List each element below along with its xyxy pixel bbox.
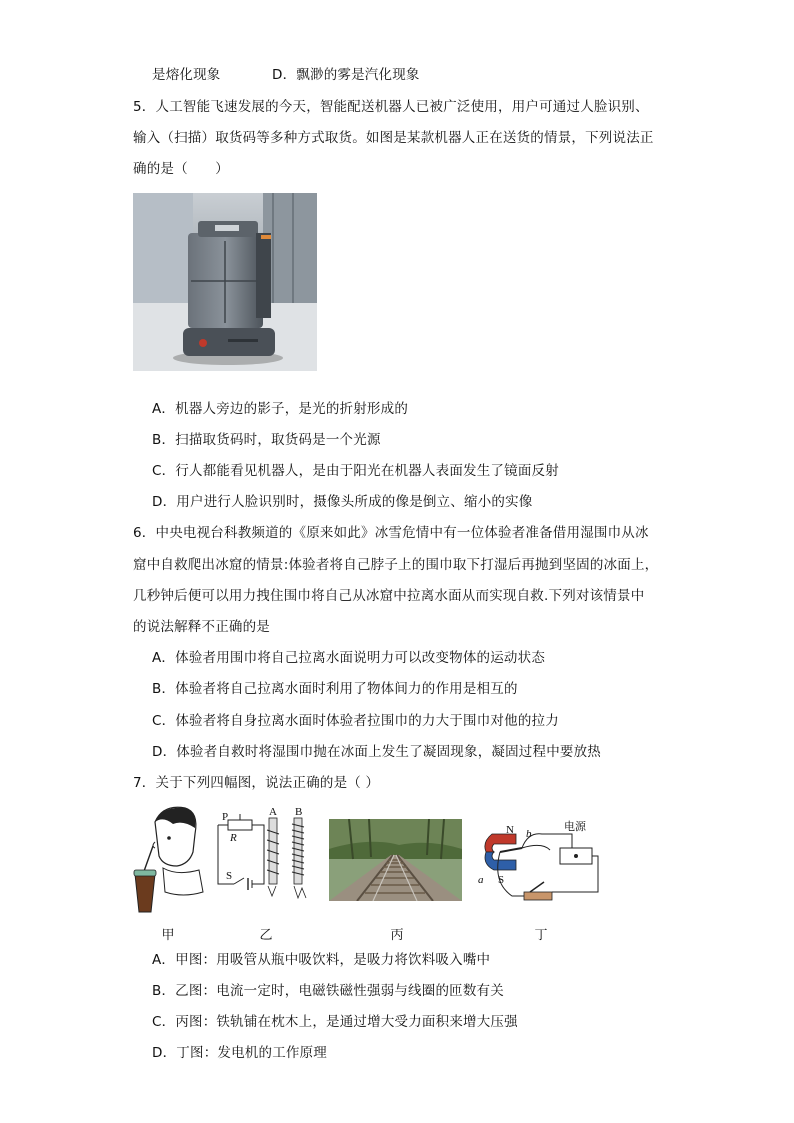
q6-option-c: C．体验者将自身拉离水面时体验者拉围巾的力大于围巾对他的拉力 (152, 713, 559, 729)
q7-stem: 7．关于下列四幅图，说法正确的是（ ） (133, 775, 380, 791)
figure-yi-electromagnet (214, 808, 318, 904)
q7-option-d: D．丁图：发电机的工作原理 (152, 1045, 327, 1061)
figure-ding-magnet-circuit (472, 812, 602, 908)
robot-photo (133, 193, 317, 371)
caption-bing: 丙 (390, 928, 404, 943)
label-p: P (222, 811, 229, 823)
label-r: R (230, 832, 237, 844)
q6-stem-line-4: 的说法解释不正确的是 (133, 619, 270, 635)
q7-option-b: B．乙图：电流一定时，电磁铁磁性强弱与线圈的匝数有关 (152, 983, 504, 999)
label-s: S (226, 870, 233, 882)
q6-stem-line-2: 窟中自救爬出冰窟的情景:体验者将自己脖子上的围巾取下打湿后再抛到坚固的冰面上， (133, 557, 659, 573)
q5-option-c: C．行人都能看见机器人，是由于阳光在机器人表面发生了镜面反射 (152, 463, 559, 479)
caption-yi: 乙 (259, 928, 273, 943)
q5-stem-line-2: 输入（扫描）取货码等多种方式取货。如图是某款机器人正在送货的情景，下列说法正 (133, 130, 654, 146)
q7-option-a: A．甲图：用吸管从瓶中吸饮料，是吸力将饮料吸入嘴中 (152, 952, 491, 968)
q6-option-b: B．体验者将自己拉离水面时利用了物体间力的作用是相互的 (152, 681, 518, 697)
label-b: B (295, 808, 303, 818)
q6-stem-line-1: 6．中央电视台科教频道的《原来如此》冰雪危情中有一位体验者准备借用湿围巾从冰 (133, 525, 649, 541)
q7-option-c: C．丙图：铁轨铺在枕木上，是通过增大受力面积来增大压强 (152, 1014, 518, 1030)
q5-option-b: B．扫描取货码时，取货码是一个光源 (152, 432, 381, 448)
q6-stem-line-3: 几秒钟后便可以用力拽住围巾将自己从冰窟中拉离水面从而实现自救.下列对该情景中 (133, 588, 645, 604)
label-n: N (506, 824, 514, 836)
figure-bing-railway-photo (329, 819, 462, 901)
label-s-magnet: S (498, 874, 505, 886)
figure-jia-straw-drink (133, 802, 205, 914)
label-a: A (269, 808, 277, 818)
label-b-small: b (526, 828, 532, 840)
q5-option-a: A．机器人旁边的影子，是光的折射形成的 (152, 401, 409, 417)
caption-ding: 丁 (534, 928, 548, 943)
q4-option-d: D．飘渺的雾是汽化现象 (272, 67, 420, 83)
q5-stem-line-3: 确的是（ ） (133, 161, 229, 177)
q6-option-a: A．体验者用围巾将自己拉离水面说明力可以改变物体的运动状态 (152, 650, 546, 666)
q5-stem-line-1: 5．人工智能飞速发展的今天，智能配送机器人已被广泛使用，用户可通过人脸识别、 (133, 99, 649, 115)
label-a-small: a (478, 874, 484, 886)
label-power: 电源 (564, 820, 586, 833)
caption-jia: 甲 (161, 928, 175, 943)
q6-option-d: D．体验者自救时将湿围巾抛在冰面上发生了凝固现象，凝固过程中要放热 (152, 744, 601, 760)
q4-option-c-tail: 是熔化现象 (152, 67, 221, 83)
q5-option-d: D．用户进行人脸识别时，摄像头所成的像是倒立、缩小的实像 (152, 494, 533, 510)
